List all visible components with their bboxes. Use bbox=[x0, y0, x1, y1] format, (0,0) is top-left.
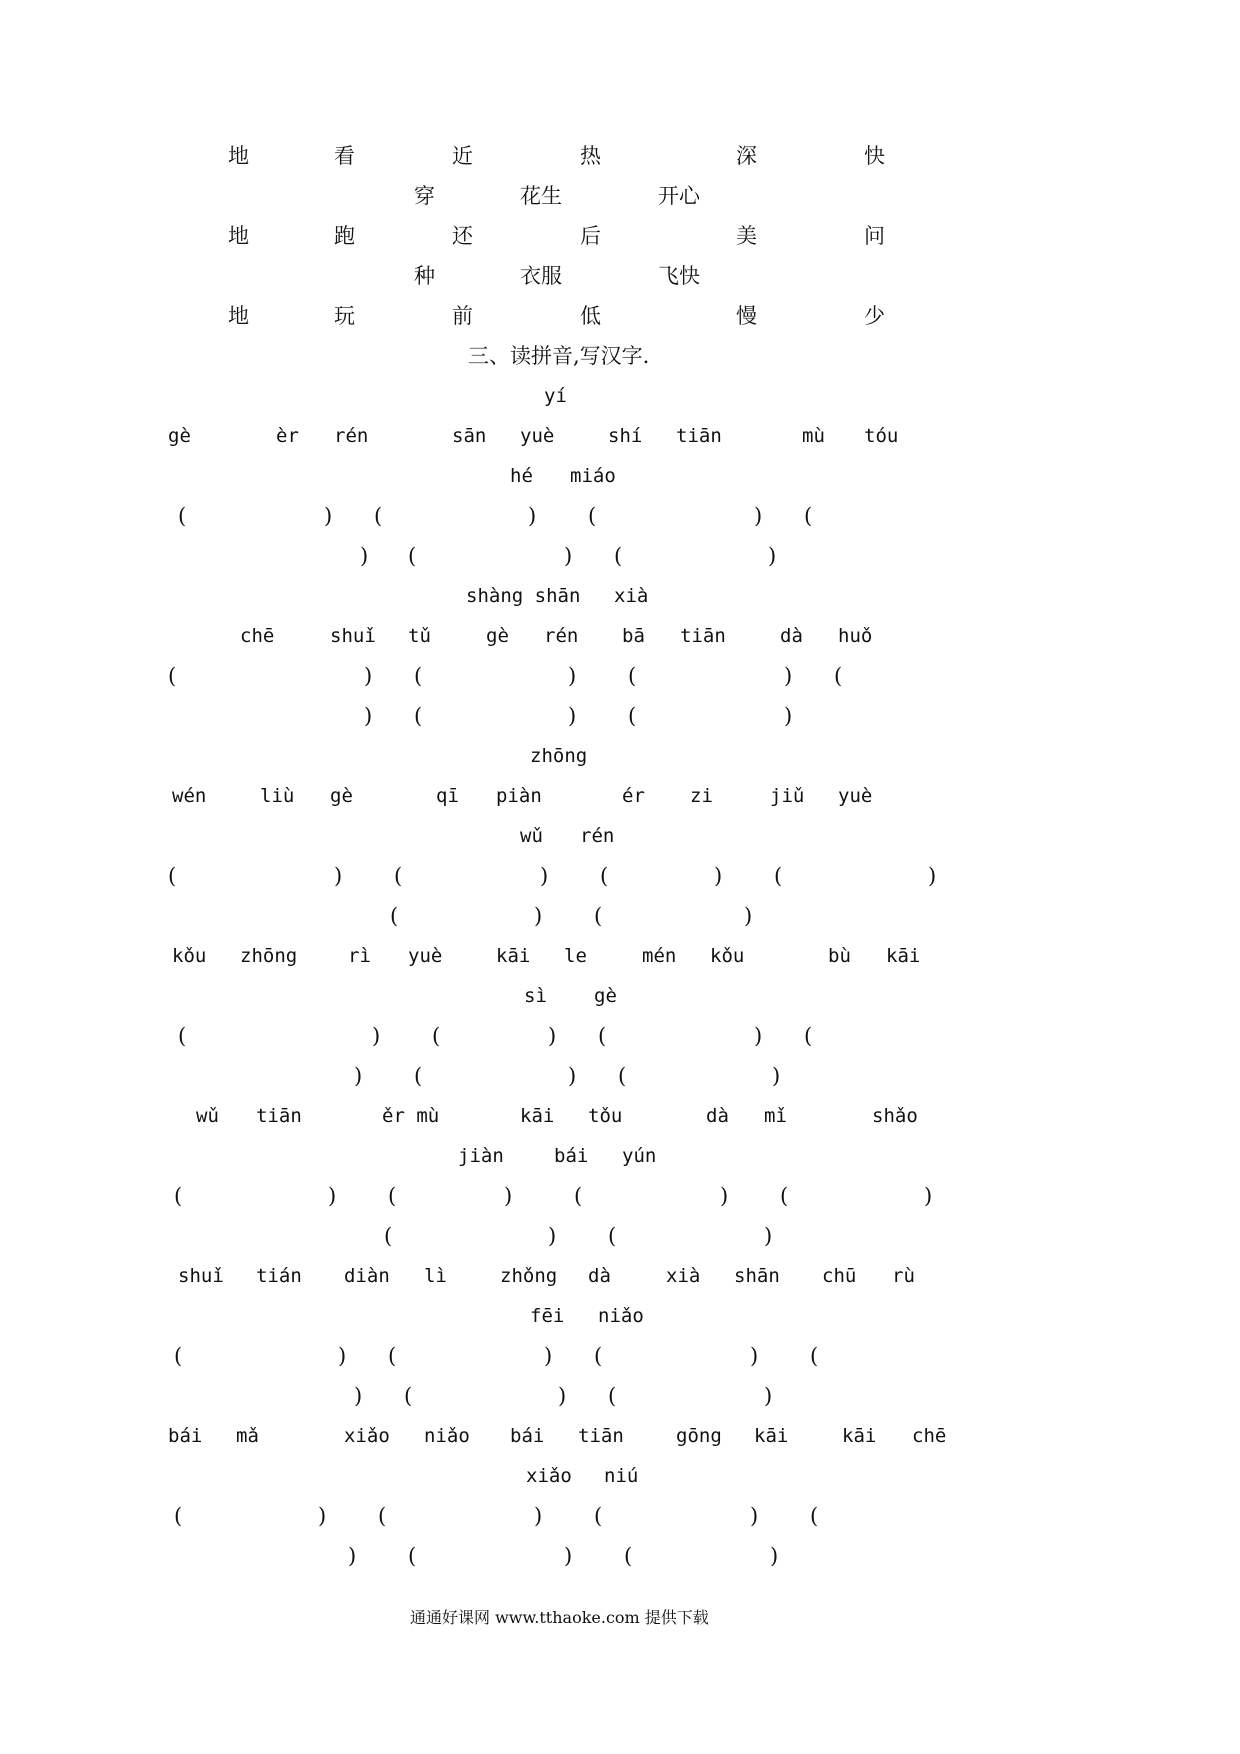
open-paren: ( bbox=[432, 1024, 441, 1048]
pinyin: hé bbox=[510, 465, 533, 487]
open-paren: ( bbox=[168, 664, 177, 688]
open-paren: ( bbox=[408, 1544, 417, 1568]
section-3-title: 三、读拼音,写汉字. bbox=[468, 344, 650, 368]
footer bbox=[0, 1602, 1240, 1634]
pinyin: yí bbox=[544, 385, 567, 407]
pinyin: tián bbox=[256, 1265, 302, 1287]
word: 穿 bbox=[414, 184, 435, 208]
open-paren: ( bbox=[178, 504, 187, 528]
word: 看 bbox=[334, 144, 355, 168]
open-paren: ( bbox=[804, 504, 813, 528]
pinyin: tǒu bbox=[588, 1105, 623, 1127]
pinyin: shān bbox=[734, 1265, 780, 1287]
pinyin-line bbox=[0, 740, 1240, 772]
answer-row bbox=[0, 1340, 1240, 1372]
pinyin: ér bbox=[622, 785, 645, 807]
open-paren: ( bbox=[404, 1384, 413, 1408]
word: 热 bbox=[580, 144, 601, 168]
open-paren: ( bbox=[624, 1544, 633, 1568]
open-paren: ( bbox=[414, 664, 423, 688]
word: 少 bbox=[864, 304, 885, 328]
close-paren: ) bbox=[364, 704, 373, 728]
pinyin: kāi bbox=[754, 1425, 789, 1447]
pinyin: yún bbox=[622, 1145, 657, 1167]
pinyin: kāi bbox=[886, 945, 921, 967]
pinyin: tiān bbox=[680, 625, 726, 647]
pinyin-line bbox=[0, 1420, 1240, 1452]
close-paren: ) bbox=[744, 904, 753, 928]
pinyin: kǒu bbox=[172, 945, 207, 967]
close-paren: ) bbox=[540, 864, 549, 888]
close-paren: ) bbox=[784, 704, 793, 728]
pinyin: bái bbox=[554, 1145, 589, 1167]
close-paren: ) bbox=[348, 1544, 357, 1568]
answer-row bbox=[0, 1380, 1240, 1412]
close-paren: ) bbox=[924, 1184, 933, 1208]
pinyin-line bbox=[0, 1260, 1240, 1292]
pinyin: rén bbox=[580, 825, 615, 847]
close-paren: ) bbox=[528, 504, 537, 528]
pinyin: piàn bbox=[496, 785, 542, 807]
open-paren: ( bbox=[374, 504, 383, 528]
open-paren: ( bbox=[594, 1344, 603, 1368]
pinyin: dà bbox=[780, 625, 803, 647]
close-paren: ) bbox=[564, 1544, 573, 1568]
pinyin: mù bbox=[802, 425, 825, 447]
pinyin: fēi bbox=[530, 1305, 565, 1327]
pinyin: jiǔ bbox=[770, 785, 805, 807]
pinyin: chē bbox=[912, 1425, 947, 1447]
pinyin-line bbox=[0, 420, 1240, 452]
pinyin-line bbox=[0, 620, 1240, 652]
pinyin: niǎo bbox=[598, 1305, 644, 1327]
answer-row bbox=[0, 860, 1240, 892]
pinyin: mén bbox=[642, 945, 677, 967]
pinyin: qī bbox=[436, 785, 459, 807]
pinyin: wén bbox=[172, 785, 207, 807]
pinyin-line bbox=[0, 1460, 1240, 1492]
close-paren: ) bbox=[324, 504, 333, 528]
pinyin: bái bbox=[510, 1425, 545, 1447]
close-paren: ) bbox=[364, 664, 373, 688]
word: 近 bbox=[452, 144, 473, 168]
close-paren: ) bbox=[568, 664, 577, 688]
close-paren: ) bbox=[548, 1024, 557, 1048]
answer-row bbox=[0, 500, 1240, 532]
open-paren: ( bbox=[810, 1504, 819, 1528]
close-paren: ) bbox=[770, 1544, 779, 1568]
open-paren: ( bbox=[608, 1384, 617, 1408]
close-paren: ) bbox=[784, 664, 793, 688]
close-paren: ) bbox=[544, 1344, 553, 1368]
answer-row bbox=[0, 1220, 1240, 1252]
pinyin: huǒ bbox=[838, 625, 873, 647]
open-paren: ( bbox=[408, 544, 417, 568]
pinyin: le bbox=[564, 945, 587, 967]
pinyin: gè bbox=[330, 785, 353, 807]
pinyin: yuè bbox=[520, 425, 555, 447]
pinyin: tǔ bbox=[408, 625, 431, 647]
pinyin: xià bbox=[614, 585, 649, 607]
word: 快 bbox=[864, 144, 885, 168]
pinyin: rén bbox=[544, 625, 579, 647]
open-paren: ( bbox=[598, 1024, 607, 1048]
open-paren: ( bbox=[780, 1184, 789, 1208]
close-paren: ) bbox=[764, 1224, 773, 1248]
pinyin: gōng bbox=[676, 1425, 722, 1447]
word: 飞快 bbox=[658, 264, 700, 288]
open-paren: ( bbox=[178, 1024, 187, 1048]
open-paren: ( bbox=[834, 664, 843, 688]
answer-row bbox=[0, 1500, 1240, 1532]
pinyin: bái bbox=[168, 1425, 203, 1447]
word-row bbox=[0, 260, 1240, 292]
close-paren: ) bbox=[720, 1184, 729, 1208]
open-paren: ( bbox=[594, 1504, 603, 1528]
pinyin: xiǎo bbox=[526, 1465, 572, 1487]
close-paren: ) bbox=[354, 1384, 363, 1408]
close-paren: ) bbox=[568, 704, 577, 728]
pinyin: shuǐ bbox=[330, 625, 376, 647]
open-paren: ( bbox=[574, 1184, 583, 1208]
pinyin: mǎ bbox=[236, 1425, 259, 1447]
word: 还 bbox=[452, 224, 473, 248]
close-paren: ) bbox=[328, 1184, 337, 1208]
open-paren: ( bbox=[384, 1224, 393, 1248]
pinyin: wǔ bbox=[196, 1105, 219, 1127]
pinyin-line bbox=[0, 380, 1240, 412]
close-paren: ) bbox=[750, 1504, 759, 1528]
pinyin: tiān bbox=[578, 1425, 624, 1447]
close-paren: ) bbox=[318, 1504, 327, 1528]
open-paren: ( bbox=[168, 864, 177, 888]
open-paren: ( bbox=[810, 1344, 819, 1368]
pinyin: bā bbox=[622, 625, 645, 647]
close-paren: ) bbox=[714, 864, 723, 888]
word-row bbox=[0, 180, 1240, 212]
close-paren: ) bbox=[372, 1024, 381, 1048]
pinyin: xià bbox=[666, 1265, 701, 1287]
open-paren: ( bbox=[378, 1504, 387, 1528]
pinyin: zhōng bbox=[240, 945, 298, 967]
open-paren: ( bbox=[600, 864, 609, 888]
answer-row bbox=[0, 700, 1240, 732]
pinyin: rì bbox=[348, 945, 371, 967]
word: 衣服 bbox=[520, 264, 562, 288]
word-row bbox=[0, 220, 1240, 252]
open-paren: ( bbox=[628, 704, 637, 728]
open-paren: ( bbox=[388, 1184, 397, 1208]
word-row bbox=[0, 300, 1240, 332]
answer-row bbox=[0, 1540, 1240, 1572]
word: 低 bbox=[580, 304, 601, 328]
close-paren: ) bbox=[754, 1024, 763, 1048]
word: 跑 bbox=[334, 224, 355, 248]
word: 问 bbox=[864, 224, 885, 248]
close-paren: ) bbox=[534, 1504, 543, 1528]
close-paren: ) bbox=[750, 1344, 759, 1368]
open-paren: ( bbox=[804, 1024, 813, 1048]
pinyin: mǐ bbox=[764, 1105, 787, 1127]
close-paren: ) bbox=[764, 1384, 773, 1408]
answer-row bbox=[0, 660, 1240, 692]
pinyin: liù bbox=[260, 785, 295, 807]
pinyin: wǔ bbox=[520, 825, 543, 847]
word: 开心 bbox=[658, 184, 700, 208]
close-paren: ) bbox=[768, 544, 777, 568]
pinyin: sān bbox=[452, 425, 487, 447]
open-paren: ( bbox=[174, 1184, 183, 1208]
pinyin-line bbox=[0, 1300, 1240, 1332]
pinyin: tiān bbox=[256, 1105, 302, 1127]
pinyin: shí bbox=[608, 425, 643, 447]
pinyin: sì bbox=[524, 985, 547, 1007]
pinyin: niǎo bbox=[424, 1425, 470, 1447]
answer-row bbox=[0, 1180, 1240, 1212]
pinyin: dà bbox=[706, 1105, 729, 1127]
pinyin: yuè bbox=[408, 945, 443, 967]
open-paren: ( bbox=[618, 1064, 627, 1088]
pinyin: kāi bbox=[520, 1105, 555, 1127]
open-paren: ( bbox=[594, 904, 603, 928]
answer-row bbox=[0, 1060, 1240, 1092]
open-paren: ( bbox=[390, 904, 399, 928]
pinyin: miáo bbox=[570, 465, 616, 487]
pinyin: tóu bbox=[864, 425, 899, 447]
footer-text: 通通好课网 www.tthaoke.com 提供下载 bbox=[410, 1608, 709, 1627]
pinyin-line bbox=[0, 1140, 1240, 1172]
word: 地 bbox=[228, 304, 249, 328]
pinyin: èr bbox=[276, 425, 299, 447]
word: 玩 bbox=[334, 304, 355, 328]
pinyin: jiàn bbox=[458, 1145, 504, 1167]
close-paren: ) bbox=[754, 504, 763, 528]
pinyin: shǎo bbox=[872, 1105, 918, 1127]
pinyin: gè bbox=[168, 425, 191, 447]
open-paren: ( bbox=[174, 1344, 183, 1368]
close-paren: ) bbox=[772, 1064, 781, 1088]
pinyin: bù bbox=[828, 945, 851, 967]
pinyin: yuè bbox=[838, 785, 873, 807]
answer-row bbox=[0, 540, 1240, 572]
pinyin: rén bbox=[334, 425, 369, 447]
open-paren: ( bbox=[588, 504, 597, 528]
word: 慢 bbox=[736, 304, 757, 328]
pinyin: tiān bbox=[676, 425, 722, 447]
pinyin-line bbox=[0, 580, 1240, 612]
pinyin: xiǎo bbox=[344, 1425, 390, 1447]
pinyin: zhōng bbox=[530, 745, 588, 767]
open-paren: ( bbox=[388, 1344, 397, 1368]
pinyin: zi bbox=[690, 785, 713, 807]
word: 地 bbox=[228, 144, 249, 168]
open-paren: ( bbox=[628, 664, 637, 688]
open-paren: ( bbox=[614, 544, 623, 568]
close-paren: ) bbox=[548, 1224, 557, 1248]
word-row bbox=[0, 140, 1240, 172]
close-paren: ) bbox=[338, 1344, 347, 1368]
pinyin: kāi bbox=[842, 1425, 877, 1447]
pinyin: chū bbox=[822, 1265, 857, 1287]
close-paren: ) bbox=[928, 864, 937, 888]
pinyin: zhǒng bbox=[500, 1265, 558, 1287]
open-paren: ( bbox=[394, 864, 403, 888]
pinyin: chē bbox=[240, 625, 275, 647]
pinyin-line bbox=[0, 780, 1240, 812]
pinyin: kǒu bbox=[710, 945, 745, 967]
pinyin: lì bbox=[424, 1265, 447, 1287]
close-paren: ) bbox=[558, 1384, 567, 1408]
close-paren: ) bbox=[564, 544, 573, 568]
word: 美 bbox=[736, 224, 757, 248]
pinyin: niú bbox=[604, 1465, 639, 1487]
pinyin-line bbox=[0, 980, 1240, 1012]
open-paren: ( bbox=[414, 704, 423, 728]
pinyin: diàn bbox=[344, 1265, 390, 1287]
pinyin-line bbox=[0, 940, 1240, 972]
close-paren: ) bbox=[568, 1064, 577, 1088]
close-paren: ) bbox=[534, 904, 543, 928]
pinyin: rù bbox=[892, 1265, 915, 1287]
open-paren: ( bbox=[174, 1504, 183, 1528]
open-paren: ( bbox=[608, 1224, 617, 1248]
close-paren: ) bbox=[504, 1184, 513, 1208]
pinyin: dà bbox=[588, 1265, 611, 1287]
answer-row bbox=[0, 900, 1240, 932]
answer-row bbox=[0, 1020, 1240, 1052]
word: 深 bbox=[736, 144, 757, 168]
pinyin: kāi bbox=[496, 945, 531, 967]
pinyin: gè bbox=[594, 985, 617, 1007]
close-paren: ) bbox=[360, 544, 369, 568]
pinyin: shàng shān bbox=[466, 585, 581, 607]
word: 后 bbox=[580, 224, 601, 248]
open-paren: ( bbox=[414, 1064, 423, 1088]
pinyin-line bbox=[0, 1100, 1240, 1132]
pinyin-line bbox=[0, 820, 1240, 852]
close-paren: ) bbox=[334, 864, 343, 888]
pinyin: ěr mù bbox=[382, 1105, 440, 1127]
close-paren: ) bbox=[354, 1064, 363, 1088]
word: 地 bbox=[228, 224, 249, 248]
word: 前 bbox=[452, 304, 473, 328]
open-paren: ( bbox=[774, 864, 783, 888]
pinyin: shuǐ bbox=[178, 1265, 224, 1287]
section-title bbox=[0, 340, 1240, 372]
pinyin: gè bbox=[486, 625, 509, 647]
word: 种 bbox=[414, 264, 435, 288]
pinyin-line bbox=[0, 460, 1240, 492]
word: 花生 bbox=[520, 184, 562, 208]
